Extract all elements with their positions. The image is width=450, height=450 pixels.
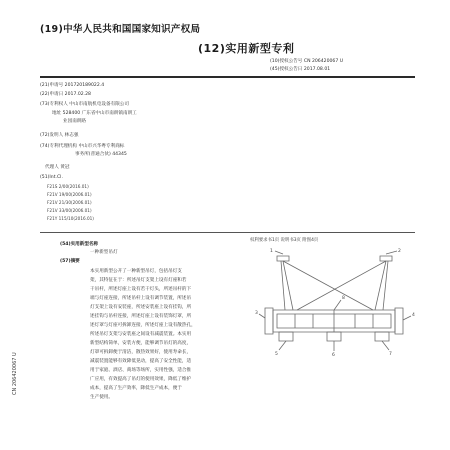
title-label: (54)实用新型名称 xyxy=(60,242,99,247)
lamp-head xyxy=(279,332,293,341)
publication-number: (10)授权公告号 CN 206420067 U xyxy=(270,59,344,64)
ceiling-mount-left xyxy=(277,256,289,261)
agent: 代理人 黄冠 xyxy=(45,165,70,170)
abstract-line: 本实用新型公开了一种新型吊灯，包括吊灯支 xyxy=(90,269,182,274)
callout-label: 2 xyxy=(398,249,401,254)
lamp-head xyxy=(327,332,341,341)
ipc-heading: (51)Int.Cl. xyxy=(40,175,63,180)
suspension-cable xyxy=(283,261,373,310)
patent-agency: (74)专利代理机构 中山市兴华粤专利商标 xyxy=(40,144,125,149)
abstract-line: 用于家庭、酒店、商场等场所，实用性强，适合推 xyxy=(90,368,192,373)
application-date: (22)申请日 2017.02.28 xyxy=(40,92,91,97)
callout-label: 6 xyxy=(332,353,335,358)
abstract-line: 广应用，有效提高了吊灯的使用效果，降低了维护 xyxy=(90,377,192,382)
callout-leader xyxy=(334,300,341,310)
abstract-line: 灯罩可拆卸便于清洁，散热效果好，使用寿命长， xyxy=(90,350,192,355)
callout-label: 7 xyxy=(389,352,392,357)
suspension-cable xyxy=(297,261,386,310)
patentee-address: 地址 528400 广东省中山市南朗镇南朗工 xyxy=(52,111,137,116)
abstract-line: 端与灯座连接，所述吊杆上设有调节装置，所述吊 xyxy=(90,296,192,301)
suspension-cable xyxy=(383,261,388,310)
abstract-line: 减震装置能够有效降低晃动，提高了安全性能，适 xyxy=(90,359,192,364)
abstract-line: 新型结构简单，安装方便，能够调节吊灯的高度， xyxy=(90,341,192,346)
patentee: (73)专利权人 中山市南航机电设备有限公司 xyxy=(40,102,129,107)
abstract-line: 述灯罩与灯座可拆卸连接，所述灯座上设有散热孔， xyxy=(90,323,196,328)
side-bracket-right xyxy=(395,308,403,334)
callout-leader xyxy=(382,341,389,350)
header-rule xyxy=(40,76,415,78)
application-number: (21)申请号 201720189022.4 xyxy=(40,83,105,88)
ipc-entry: F21V 21/30(2006.01) xyxy=(47,200,92,205)
patent-agency-cont: 事务所(普通合伙) 44345 xyxy=(75,152,127,157)
inventor: (72)发明人 林志强 xyxy=(40,133,79,138)
abstract-label: (57)摘要 xyxy=(60,259,80,264)
representative-drawing xyxy=(255,248,425,373)
claims-note: 权利要求书1页 说明书3页 附图4页 xyxy=(250,238,319,243)
abstract-line: 架，其特征在于：所述吊灯支架上设有灯座和若 xyxy=(90,278,187,283)
side-publication-number: CN 206420067 U xyxy=(12,352,18,395)
callout-label: 8 xyxy=(342,296,345,301)
callout-label: 1 xyxy=(270,249,273,254)
callout-leader xyxy=(386,251,397,254)
ipc-entry: F21V 33/00(2006.01) xyxy=(47,208,92,213)
abstract-line: 成本，提高了生产效率，降低生产成本，便于 xyxy=(90,386,182,391)
callout-leader xyxy=(403,316,411,320)
callout-label: 4 xyxy=(412,313,415,318)
side-bracket-left xyxy=(265,308,273,334)
callout-label: 3 xyxy=(255,311,258,316)
abstract-line: 所述吊灯支架与安装座之间设有减震装置。本实用 xyxy=(90,332,192,337)
publication-date: (45)授权公告日 2017.08.01 xyxy=(270,67,331,72)
abstract-line: 灯支架上设有安装座，所述安装座上设有挂钩，所 xyxy=(90,305,192,310)
ipc-entry: F21S 2/00(2016.01) xyxy=(47,184,89,189)
callout-label: 5 xyxy=(275,352,278,357)
ipc-entry: F21V 19/00(2006.01) xyxy=(47,192,92,197)
callout-leader xyxy=(279,341,286,350)
suspension-cable xyxy=(375,261,386,310)
ipc-entry: F21Y 115/10(2016.01) xyxy=(47,216,94,221)
lamp-head xyxy=(375,332,389,341)
claims-rule xyxy=(40,232,415,233)
utility-model-title: 一种新型吊灯 xyxy=(90,250,118,255)
patentee-address-cont: 业园南朗路 xyxy=(63,119,86,124)
callout-leader xyxy=(275,251,283,254)
abstract-line: 生产使用。 xyxy=(90,395,113,400)
callout-leader xyxy=(259,314,265,318)
ceiling-mount-right xyxy=(380,256,392,261)
patent-kind: (12)实用新型专利 xyxy=(198,42,295,55)
patent-office-name: (19)中华人民共和国国家知识产权局 xyxy=(40,24,201,35)
abstract-line: 述挂钩与吊杆连接，所述灯座上设有装饰灯罩，所 xyxy=(90,314,192,319)
abstract-line: 干吊杆，所述灯座上设有若干灯头，所述吊杆的下 xyxy=(90,287,192,292)
